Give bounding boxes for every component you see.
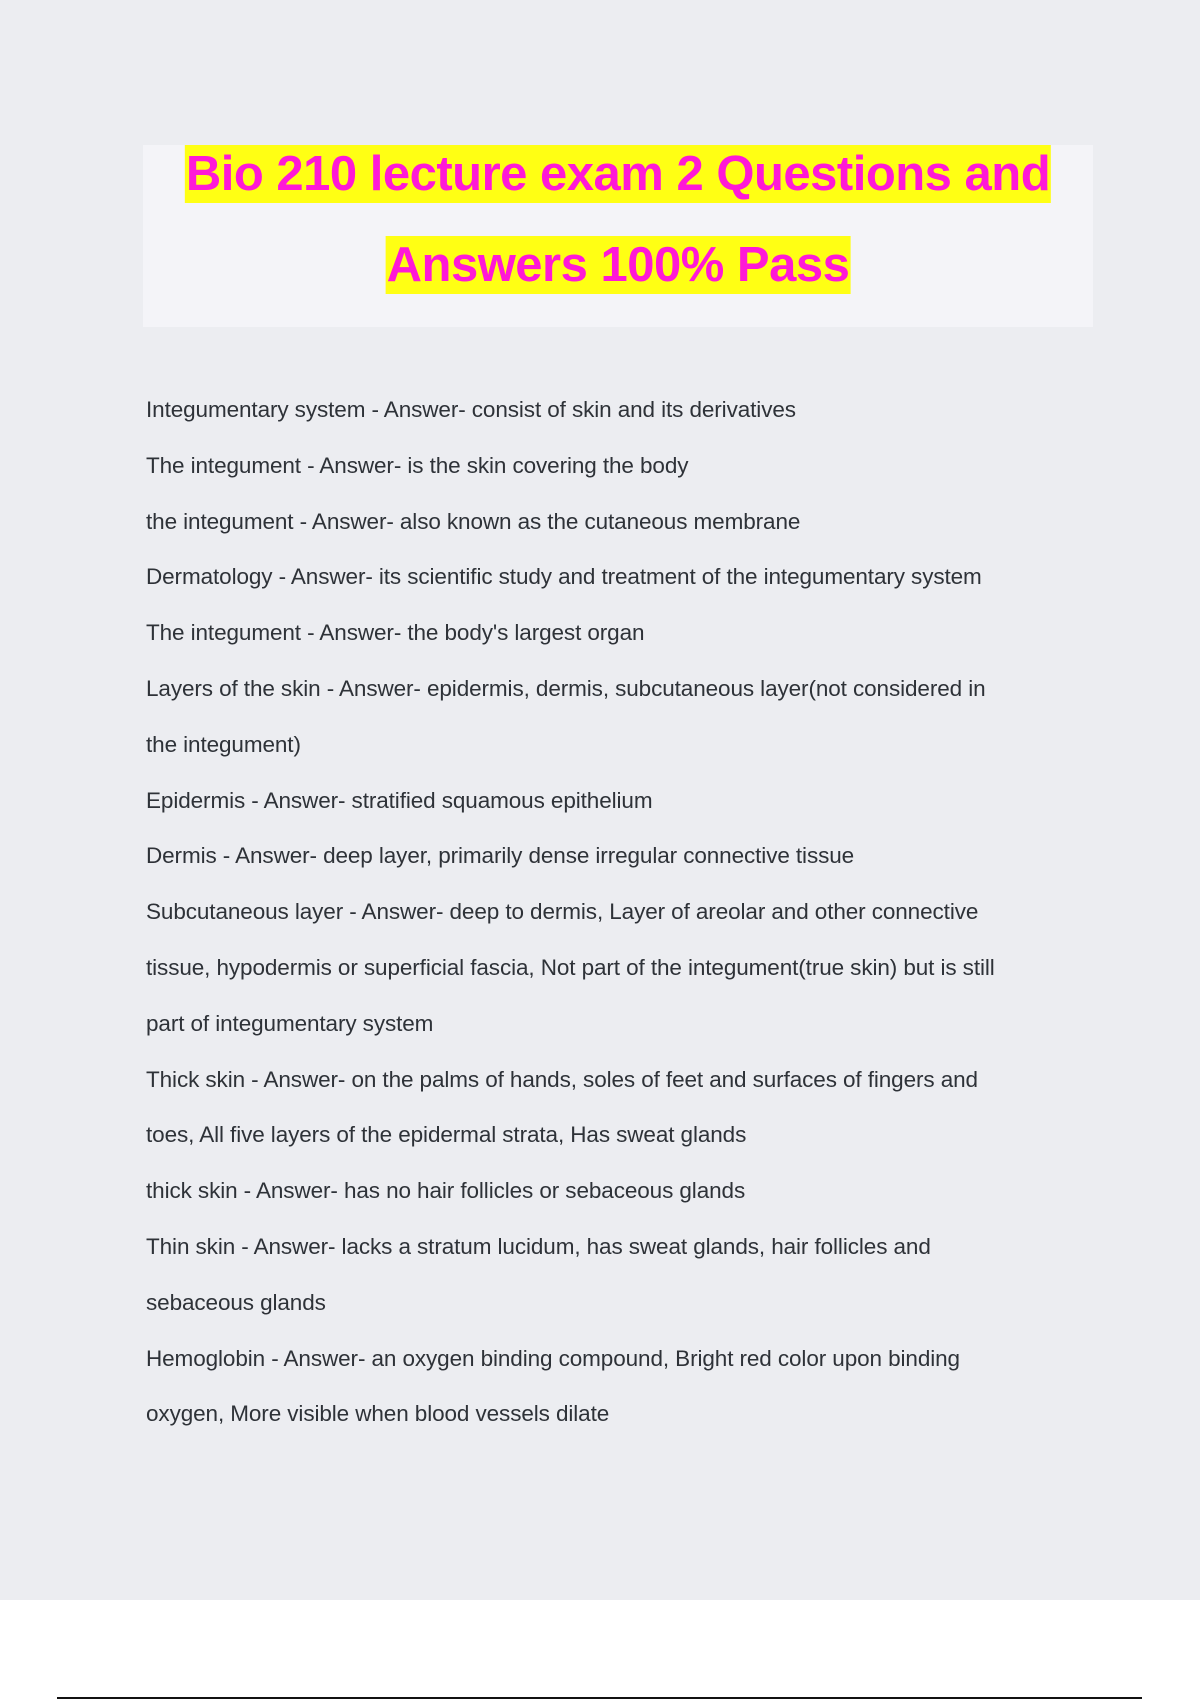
qa-line: part of integumentary system (146, 1010, 434, 1036)
qa-line: the integument) (146, 731, 301, 757)
qa-line: Thick skin - Answer- on the palms of hands, soles of feet and surfaces of fingers and (146, 1066, 978, 1092)
qa-list (146, 382, 1106, 1442)
qa-line: sebaceous glands (146, 1289, 326, 1315)
qa-line: Hemoglobin - Answer- an oxygen binding compound, Bright red color upon binding (146, 1345, 960, 1371)
qa-line: Subcutaneous layer - Answer- deep to dermis, Layer of areolar and other connective (146, 899, 979, 925)
qa-line: oxygen, More visible when blood vessels dilate (146, 1401, 610, 1427)
title-line-1: Bio 210 lecture exam 2 Questions and (185, 147, 1051, 201)
qa-line: Epidermis - Answer- stratified squamous epithelium (146, 787, 653, 813)
qa-line: Dermis - Answer- deep layer, primarily dense irregular connective tissue (146, 843, 855, 869)
qa-line: Integumentary system - Answer- consist of skin and its derivatives (146, 397, 796, 422)
title-line-2: Answers 100% Pass (386, 238, 850, 292)
qa-line: thick skin - Answer- has no hair follicles or sebaceous glands (146, 1178, 746, 1204)
qa-line: toes, All five layers of the epidermal strata, Has sweat glands (146, 1122, 747, 1148)
title-block (143, 145, 1093, 327)
qa-line: Thin skin - Answer- lacks a stratum lucidum, has sweat glands, hair follicles and (146, 1233, 931, 1259)
qa-line: Layers of the skin - Answer- epidermis, dermis, subcutaneous layer(not considered in (146, 675, 986, 701)
qa-line: The integument - Answer- is the skin covering the body (146, 452, 689, 478)
qa-line: Dermatology - Answer- its scientific study and treatment of the integumentary system (146, 564, 982, 590)
footer-divider (57, 1697, 1142, 1699)
qa-line: tissue, hypodermis or superficial fascia, Not part of the integument(true skin) but is still (146, 954, 995, 980)
qa-line: the integument - Answer- also known as the cutaneous membrane (146, 508, 801, 534)
qa-line: The integument - Answer- the body's largest organ (146, 620, 645, 646)
